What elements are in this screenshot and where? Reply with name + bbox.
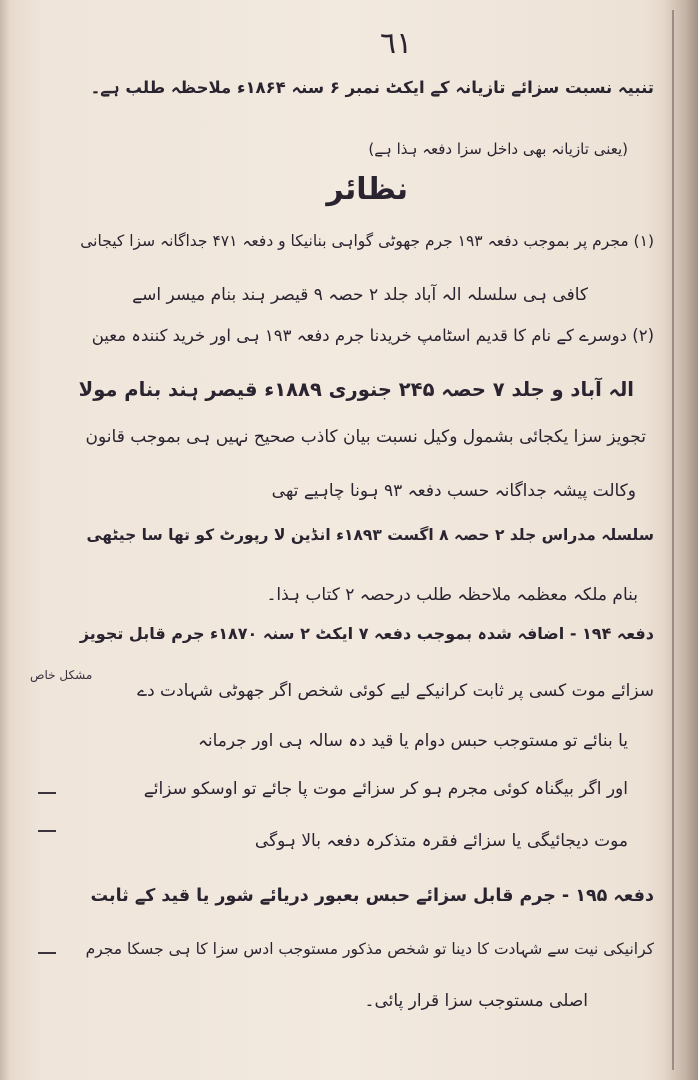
- text-line-15: اور اگر بیگناہ کوئی مجرم ہو کر سزائے موت پا جائے تو اوسکو سزائے: [143, 779, 628, 799]
- page-left-edge: [0, 0, 10, 1080]
- text-line-1: تنبیہ نسبت سزائے تازیانہ کے ایکٹ نمبر ۶ سنہ ۱۸۶۴ء ملاحظہ طلب ہے۔: [90, 78, 654, 97]
- page-number: ٦١: [380, 26, 413, 61]
- text-line-4: (۱) مجرم پر بموجب دفعہ ۱۹۳ جرم جھوٹی گواہی بنانیکا و دفعہ ۴۷۱ جداگانہ سزا کیجانی: [80, 232, 654, 250]
- section-195-heading: دفعہ ۱۹۵ - جرم قابل سزائے حبس بعبور دریائے شور یا قید کے ثابت: [90, 886, 654, 906]
- text-line-14: یا بنائے تو مستوجب حبس دوام یا قید دہ سالہ ہی اور جرمانہ: [197, 731, 628, 751]
- text-line-18: کرانیکی نیت سے شہادت کا دینا تو شخص مذکور مستوجب ادس سزا کا ہی جسکا مجرم: [85, 940, 654, 958]
- book-spine-shadow: [664, 0, 698, 1080]
- text-line-13: سزائے موت کسی پر ثابت کرانیکے لیے کوئی شخص اگر جھوٹی شہادت دے: [137, 681, 654, 701]
- text-line-7: الہ آباد و جلد ۷ حصہ ۲۴۵ جنوری ۱۸۸۹ء قیصر ہند بنام مولا: [78, 378, 634, 401]
- margin-rule: [672, 10, 674, 1070]
- margin-note: مشکل خاص: [30, 668, 93, 682]
- section-194-heading: دفعہ ۱۹۴ - اضافہ شدہ بموجب دفعہ ۷ ایکٹ ۲ سنہ ۱۸۷۰ء جرم قابل تجویز: [79, 624, 654, 643]
- text-line-16: موت دیجائیگی یا سزائے فقرہ متذکرہ دفعہ بالا ہوگی: [254, 831, 628, 851]
- margin-dash: [38, 792, 56, 794]
- text-line-11: بنام ملکہ معظمہ ملاحظہ طلب درحصہ ۲ کتاب ہذا۔: [266, 585, 638, 605]
- margin-dash: [38, 830, 56, 832]
- text-line-10: سلسلہ مدراس جلد ۲ حصہ ۸ اگست ۱۸۹۳ء انڈین لا رپورٹ کو تھا سا جیٹھی: [86, 526, 654, 544]
- margin-dash: [38, 952, 56, 954]
- text-line-5: کافی ہی سلسلہ الہ آباد جلد ۲ حصہ ۹ قیصر ہند بنام میسر اسے: [132, 285, 588, 305]
- text-line-8: تجویز سزا یکجائی بشمول وکیل نسبت بیان کاذب صحیح نہیں ہی بموجب قانون: [85, 427, 646, 447]
- text-line-9: وکالت پیشہ جداگانہ حسب دفعہ ۹۳ ہونا چاہیے تھی: [271, 481, 636, 501]
- text-line-6: (۲) دوسرے کے نام کا قدیم اسٹامپ خریدنا جرم دفعہ ۱۹۳ ہی اور خرید کنندہ معین: [91, 326, 654, 345]
- text-line-19: اصلی مستوجب سزا قرار پائی۔: [364, 991, 588, 1011]
- text-line-2: (یعنی تازیانہ بھی داخل سزا دفعہ ہذا ہے): [368, 140, 628, 158]
- section-heading: نظائر: [326, 172, 408, 207]
